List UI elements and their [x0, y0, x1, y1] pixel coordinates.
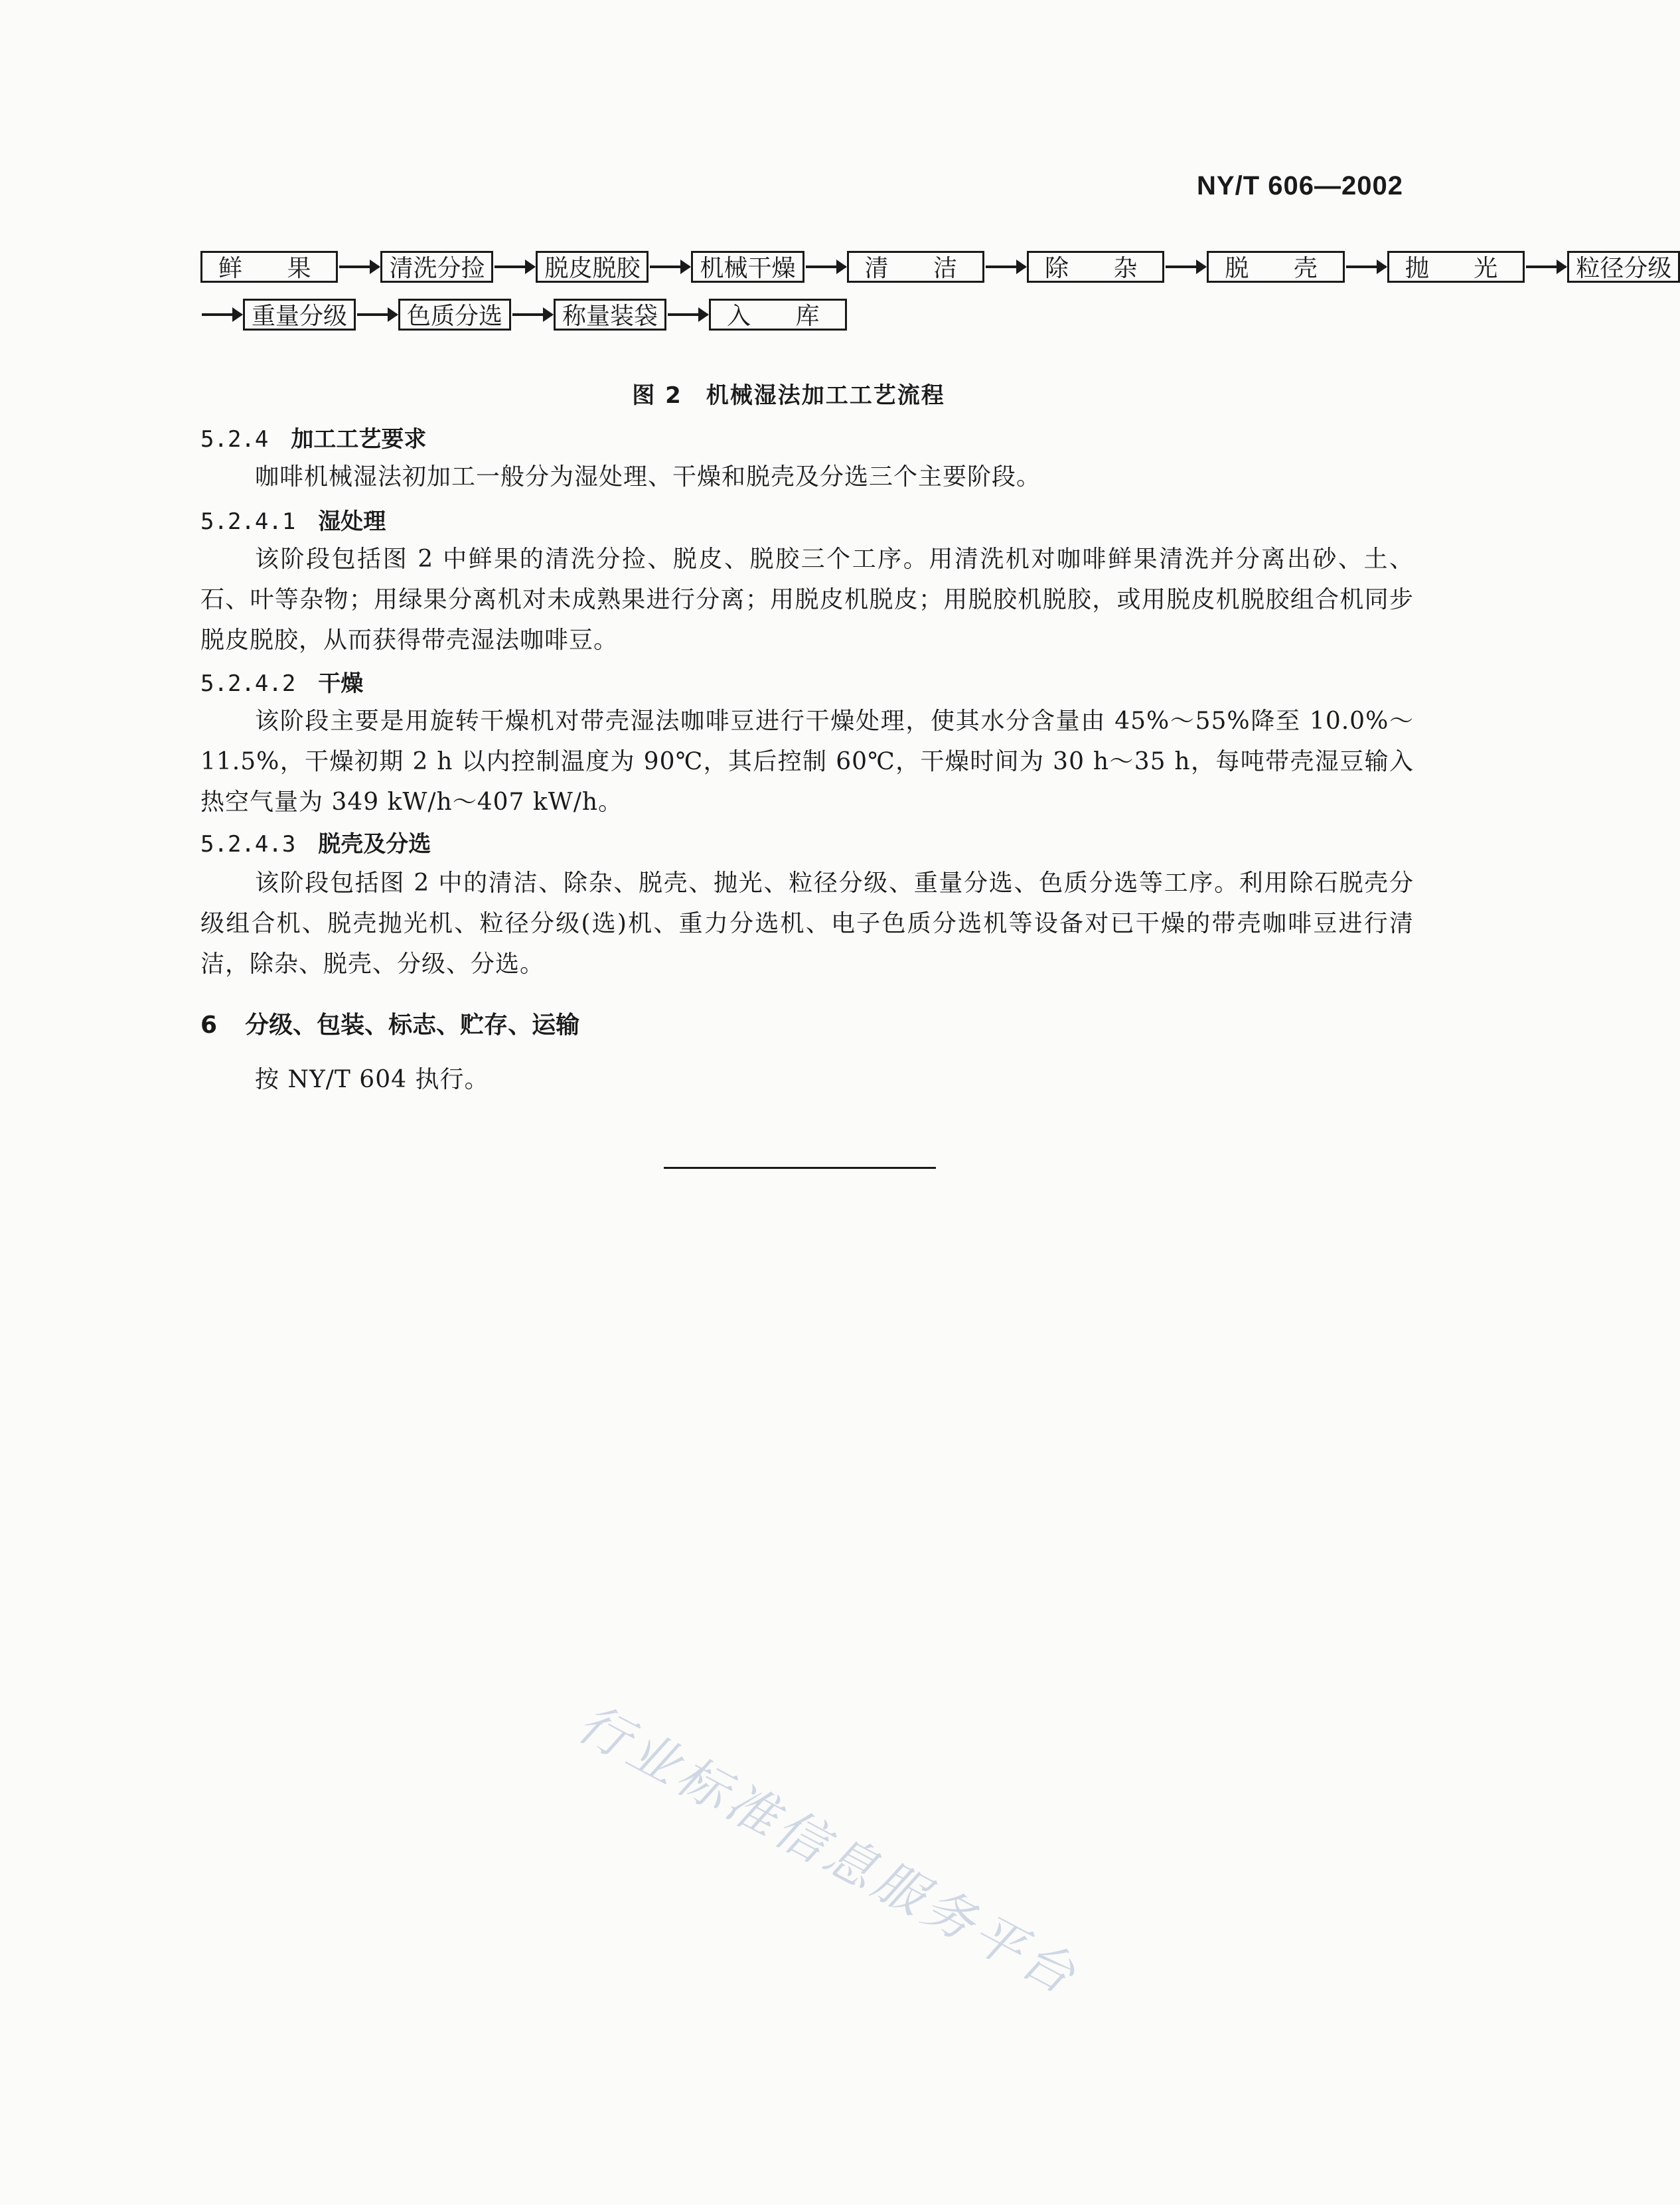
arrow-icon [806, 266, 846, 268]
arrow-icon [202, 313, 242, 316]
flow-step-polishing: 抛 光 [1387, 251, 1525, 283]
section-heading-5-2-4 [200, 421, 426, 453]
section-heading-6 [200, 1006, 579, 1040]
paragraph-5-2-4-1: 该阶段包括图 2 中鲜果的清洗分捡、脱皮、脱胶三个工序。用清洗机对咖啡鲜果清洗并分离出砂、土、石、叶等杂物；用绿果分离机对未成熟果进行分离；用脱皮机脱皮；用脱胶机脱胶，或用脱皮机脱胶组合机同步脱皮脱胶，从而获得带壳湿法咖啡豆。 [200, 546, 1414, 654]
flow-step-mechanical-drying: 机械干燥 [691, 251, 804, 283]
paragraph-5-2-4: 咖啡机械湿法初加工一般分为湿处理、干燥和脱壳及分选三个主要阶段。 [255, 463, 1041, 491]
arrow-icon [357, 313, 397, 316]
section-number: 5.2.4 [200, 426, 269, 453]
section-heading-5-2-4-3 [200, 826, 431, 858]
section-title: 脱壳及分选 [318, 831, 431, 858]
arrow-icon [495, 266, 534, 268]
arrow-icon [668, 313, 708, 316]
flow-step-impurity-removal: 除 杂 [1027, 251, 1164, 283]
paragraph-6: 按 NY/T 604 执行。 [255, 1066, 489, 1093]
flow-step-fresh-fruit: 鲜 果 [200, 251, 338, 283]
flow-step-color-sorting: 色质分选 [398, 299, 511, 331]
arrow-icon [1166, 266, 1205, 268]
arrow-icon [512, 313, 552, 316]
arrow-icon [650, 266, 690, 268]
section-heading-5-2-4-1 [200, 503, 386, 536]
flow-step-cleaning: 清 洁 [847, 251, 984, 283]
figure-caption: 图 2 机械湿法加工工艺流程 [632, 382, 945, 409]
flow-step-weight-grading: 重量分级 [243, 299, 356, 331]
section-heading-5-2-4-2 [200, 665, 363, 698]
paragraph-5-2-4-3: 该阶段包括图 2 中的清洁、除杂、脱壳、抛光、粒径分级、重量分选、色质分选等工序。利用除石脱壳分级组合机、脱壳抛光机、粒径分级(选)机、重力分选机、电子色质分选机等设备对已干燥的带壳咖啡豆进行清洁，除杂、脱壳、分级、分选。 [200, 870, 1414, 978]
section-title: 加工工艺要求 [291, 426, 427, 453]
section-number: 5.2.4.2 [200, 670, 296, 697]
paragraph-5-2-4-2: 该阶段主要是用旋转干燥机对带壳湿法咖啡豆进行干燥处理，使其水分含量由 45%～55%降至 10.0%～11.5%，干燥初期 2 h 以内控制温度为 90℃，其后控制 60℃，干燥时间为 30 h～35 h，每吨带壳湿豆输入热空气量为 349 kW/h～407 kW/h。 [200, 708, 1414, 816]
section-number: 5.2.4.1 [200, 508, 296, 535]
flow-step-pulping-demucilage: 脱皮脱胶 [536, 251, 649, 283]
flow-step-hulling: 脱 壳 [1207, 251, 1344, 283]
arrow-icon [1346, 266, 1386, 268]
section-number: 5.2.4.3 [200, 831, 296, 858]
flow-step-storage: 入 库 [709, 299, 846, 331]
arrow-icon [986, 266, 1026, 268]
arrow-icon [339, 266, 379, 268]
standard-number: NY/T 606—2002 [1197, 171, 1403, 200]
flow-step-weighing-bagging: 称量装袋 [554, 299, 666, 331]
section-title: 分级、包装、标志、贮存、运输 [245, 1012, 580, 1039]
watermark: 行业标准信息服务平台 [568, 1693, 1089, 2007]
flowchart-row-1 [200, 247, 1680, 287]
section-number: 6 [200, 1012, 218, 1039]
flow-step-size-grading: 粒径分级 [1567, 251, 1680, 283]
flow-step-washing-sorting: 清洗分捡 [380, 251, 493, 283]
flowchart-row-2 [200, 295, 847, 335]
section-title: 湿处理 [318, 508, 386, 535]
section-title: 干燥 [318, 670, 364, 697]
end-rule [664, 1167, 936, 1169]
arrow-icon [1526, 266, 1566, 268]
